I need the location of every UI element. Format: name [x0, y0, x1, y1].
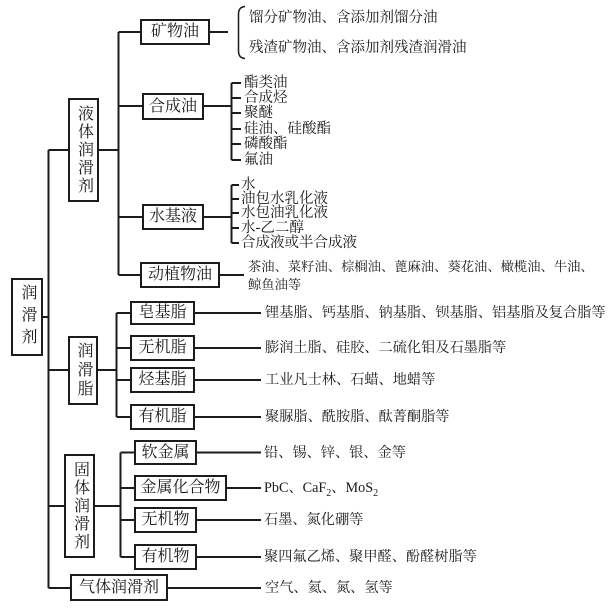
node-hydrocarbon-grease — [130, 367, 195, 393]
leaf-silicone-oil: 硅油、硅酸酯 — [244, 121, 331, 137]
node-organic-grease-label: 有机脂 — [138, 408, 187, 425]
node-organic-solid — [134, 544, 197, 570]
leaf-soft-metal-desc: 铅、锡、锌、银、金等 — [264, 445, 406, 461]
metal-compound-part-1: PbC、CaF — [264, 480, 327, 496]
node-synthetic-oil — [142, 93, 204, 120]
node-inorganic-solid-label: 无机物 — [141, 511, 190, 528]
leaf-fluorine-oil: 氟油 — [244, 152, 273, 168]
leaf-animal-plant-oil-line-1: 茶油、菜籽油、棕榈油、蓖麻油、葵花油、橄榄油、牛油、 — [248, 259, 594, 274]
leaf-animal-plant-oil-line-2: 鲸鱼油等 — [248, 277, 302, 292]
leaf-synthetic-fluid: 合成液或半合成液 — [241, 235, 357, 251]
leaf-hydrocarbon-grease-desc: 工业凡士林、石蜡、地蜡等 — [265, 372, 436, 388]
node-liquid-lubricant-label: 液体润滑剂 — [75, 105, 93, 195]
node-hydrocarbon-grease-label: 烃基脂 — [138, 371, 187, 388]
leaf-polyether: 聚醚 — [244, 105, 273, 121]
leaf-oil-in-water: 水包油乳化液 — [241, 205, 328, 221]
node-liquid-lubricant — [68, 98, 99, 202]
node-animal-plant-oil-label: 动植物油 — [147, 266, 212, 283]
node-soap-based-grease-label: 皂基脂 — [138, 304, 187, 321]
leaf-metal-compound-desc — [264, 479, 378, 497]
leaf-mineral-oil-line-2: 残渣矿物油、含添加剂残渣润滑油 — [249, 40, 467, 56]
node-solid-lubricant-label: 固体润滑剂 — [71, 461, 89, 551]
node-inorganic-grease — [130, 335, 195, 361]
node-water-based-fluid — [142, 204, 204, 230]
node-soft-metal — [134, 440, 197, 465]
metal-compound-sub-2: 2 — [373, 487, 379, 499]
leaf-phosphate-ester: 磷酸酯 — [244, 136, 288, 152]
node-gas-lubricant — [70, 574, 168, 601]
node-mineral-oil — [140, 19, 210, 45]
leaf-synthetic-hydrocarbon: 合成烃 — [244, 90, 288, 106]
node-grease — [68, 336, 98, 405]
node-grease-label: 润滑脂 — [75, 342, 92, 399]
node-soap-based-grease — [130, 301, 195, 325]
metal-compound-sub-1: 2 — [326, 487, 332, 499]
node-lubricant-root-label: 润滑剂 — [19, 284, 36, 350]
node-metal-compound — [134, 475, 227, 501]
node-solid-lubricant — [64, 454, 95, 558]
leaf-mineral-oil-line-1: 馏分矿物油、含添加剂馏分油 — [249, 10, 438, 26]
leaf-organic-solid-desc: 聚四氟乙烯、聚甲醛、酚醛树脂等 — [264, 549, 477, 565]
node-gas-lubricant-label: 气体润滑剂 — [78, 578, 159, 596]
node-organic-solid-label: 有机物 — [141, 548, 190, 565]
brace-icon — [239, 7, 246, 59]
leaf-inorganic-grease-desc: 膨润土脂、硅胶、二硫化钼及石墨脂等 — [265, 340, 507, 356]
node-organic-grease — [130, 404, 195, 430]
node-metal-compound-label: 金属化合物 — [140, 479, 221, 496]
node-mineral-oil-label: 矿物油 — [150, 23, 199, 40]
leaf-organic-grease-desc: 聚脲脂、酰胺脂、酞菁酮脂等 — [265, 409, 450, 425]
leaf-water-in-oil: 油包水乳化液 — [241, 191, 328, 207]
node-soft-metal-label: 软金属 — [141, 443, 190, 461]
node-inorganic-grease-label: 无机脂 — [138, 339, 187, 356]
leaf-soap-based-grease-desc: 锂基脂、钙基脂、钠基脂、钡基脂、铝基脂及复合脂等 — [265, 305, 606, 321]
node-lubricant-root — [11, 278, 43, 356]
node-water-based-fluid-label: 水基液 — [148, 208, 197, 225]
node-animal-plant-oil — [140, 262, 220, 288]
metal-compound-part-2: 、MoS — [331, 480, 374, 496]
node-inorganic-solid — [134, 507, 197, 533]
leaf-water-glycol: 水-乙二醇 — [241, 220, 304, 236]
node-synthetic-oil-label: 合成油 — [148, 97, 197, 115]
leaf-synthetic-ester-oil: 酯类油 — [244, 75, 288, 91]
leaf-gas-lubricant-desc: 空气、氦、氮、氢等 — [265, 580, 393, 596]
leaf-inorganic-solid-desc: 石墨、氮化硼等 — [264, 512, 364, 528]
leaf-water: 水 — [241, 177, 256, 193]
